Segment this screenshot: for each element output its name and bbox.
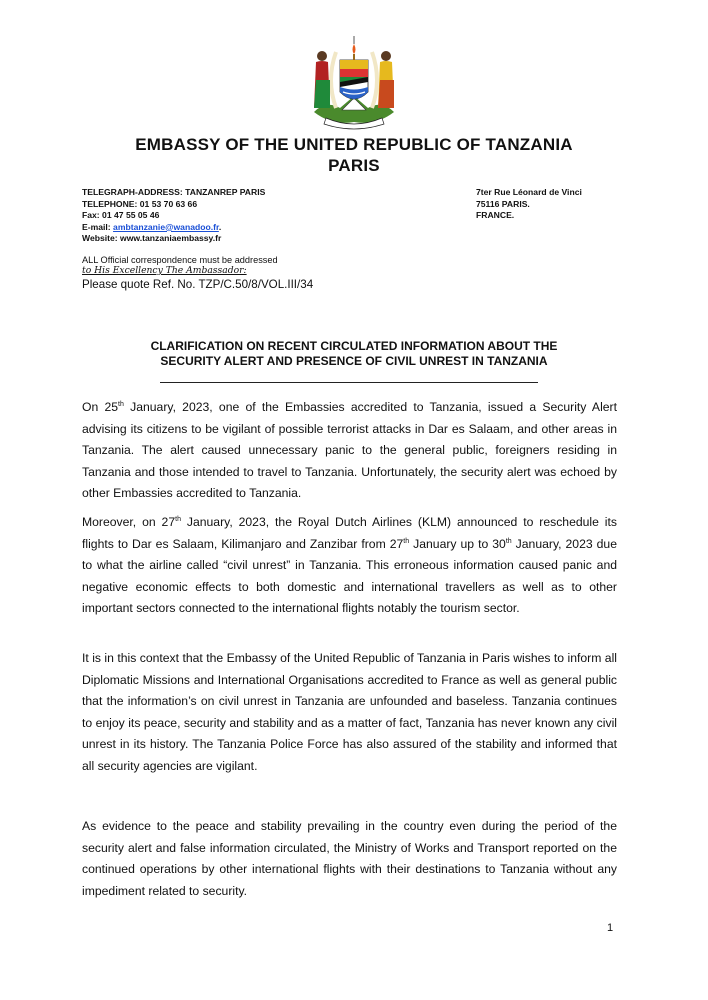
email-label: E-mail:	[82, 221, 114, 232]
p2-sup-2: th	[403, 537, 410, 545]
p2-sup-1: th	[175, 515, 181, 523]
website: Website: www.tanzaniaembassy.fr	[82, 233, 222, 244]
postal-address	[476, 187, 582, 222]
p1-sup: th	[118, 400, 124, 408]
paragraph-1	[82, 397, 617, 505]
title-underline	[160, 382, 538, 383]
fax: Fax: 01 47 55 05 46	[82, 210, 160, 221]
email-line	[82, 222, 265, 234]
reference-number: Please quote Ref. No. TZP/C.50/8/VOL.III/34	[82, 278, 314, 291]
address-city: 75116 PARIS.	[476, 198, 530, 209]
embassy-title-line1: EMBASSY OF THE UNITED REPUBLIC OF TANZANIA	[135, 135, 573, 154]
paragraph-4: As evidence to the peace and stability prevailing in the country even during the period of the security alert and false information circulated, the Ministry of Works and Transport reported on the continued operations by other international flights with their destinations to Tanzania without any impediment related to security.	[82, 819, 617, 898]
email-suffix: .	[218, 221, 222, 232]
embassy-title-line2: PARIS	[328, 156, 380, 175]
page-number: 1	[607, 922, 614, 934]
address-street: 7ter Rue Léonard de Vinci	[476, 187, 582, 197]
telegraph-address: TELEGRAPH-ADDRESS: TANZANREP PARIS	[82, 187, 266, 197]
paragraph-3: It is in this context that the Embassy of the United Republic of Tanzania in Paris wishes to inform all Diplomatic Missions and International Organisations accredited to France as well as general public that the information’s on civil unrest in Tanzania are unfounded and baseless. Tanzania continues to enjoy its peace, security and stability and as a matter of fact, Tanzania has never known any civil unrest in its history. The Tanzania Police Force has also assured of the stability and informed that all security agencies are vigilant.	[82, 651, 617, 773]
embassy-title	[60, 134, 648, 176]
correspondence-note: ALL Official correspondence must be addressed	[82, 255, 278, 265]
p2-text-c: January up to 30	[409, 536, 506, 551]
p1-text-a: On 25	[82, 400, 119, 414]
p2-text-a: Moreover, on 27	[82, 515, 176, 529]
tanzania-coat-of-arms-icon	[296, 30, 412, 134]
p2-text-b: January, 2023, the Royal Dutch Airlines (KLM) announced to reschedule its flights to Dar es Salaam, Kilimanjaro and Zanzibar from 27	[82, 515, 617, 551]
p2-sup-3: th	[505, 537, 512, 545]
correspondence-addressee: to His Excellency The Ambassador:	[82, 265, 247, 276]
telephone: TELEPHONE: 01 53 70 63 66	[82, 198, 198, 209]
document-title	[100, 339, 608, 369]
address-country: FRANCE.	[476, 210, 515, 221]
contact-details	[82, 187, 265, 245]
p2-text-d: January, 2023 due to what the airline called “civil unrest” in Tanzania. This erroneous information caused panic and negative economic effects to both domestic and international travellers as well as to other important sectors connected to the international flights notably the tourism sector.	[82, 536, 617, 616]
document-title-line1: CLARIFICATION ON RECENT CIRCULATED INFORMATION ABOUT THE	[150, 339, 558, 353]
paragraph-2	[82, 512, 617, 620]
document-title-line2: SECURITY ALERT AND PRESENCE OF CIVIL UNREST IN TANZANIA	[160, 354, 548, 368]
email-link[interactable]: ambtanzanie@wanadoo.fr	[113, 221, 219, 232]
p1-text-b: January, 2023, one of the Embassies accredited to Tanzania, issued a Security Alert advising its citizens to be vigilant of possible terrorist attacks in Dar es Salaam, and other areas in Tanzania. The alert caused unnecessary panic to the general public, foreigners residing in Tanzania and those intended to travel to Tanzania. Unfortunately, the security alert was echoed by other Embassies accredited to Tanzania.	[82, 400, 617, 501]
